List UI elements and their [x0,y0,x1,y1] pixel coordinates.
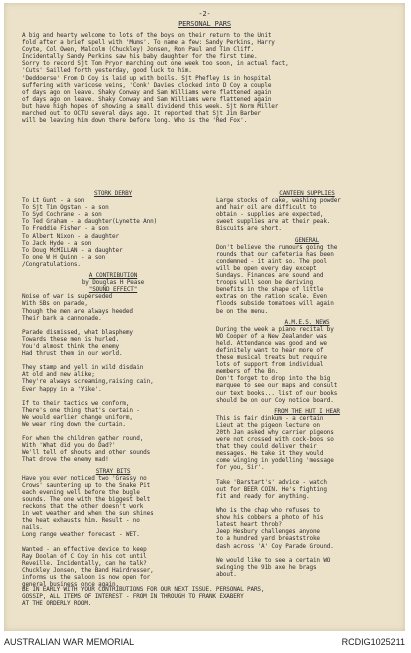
text-line: 'Cuts' Sailled forth yesterday, good luck to him. [22,67,192,75]
ames-heading: A.M.E.S. NEWS [284,318,330,326]
right-column [216,190,398,578]
text-line [216,500,398,507]
text-line [22,322,204,329]
poem-text [22,293,204,463]
text-line: about. [216,570,237,578]
text-line: floods subside tomatoes will again [216,300,334,308]
text-line: show his cobbers a photo of his [216,514,324,522]
text-line: Wanted - an effective device to keep [22,545,147,553]
text-line: To Lt Gunt - a son [22,197,85,205]
stork-derby-list [22,197,204,268]
text-line: We wear ring down the curtain. [22,421,126,428]
page-number: -2- [198,10,211,18]
text-line: fold after a brief spell with 'Mums'. To name a few: Sandy Perkins, Harry [22,39,275,47]
contribution-heading: A CONTRIBUTION [88,272,138,280]
text-line: Coyte, Col Owen, Malcolm (Chuckley) Jonsen, Ron Paul and Tim Cliff. [22,46,254,54]
text-line: Jeep Hesbury challenges anyone [216,528,320,536]
text-line: With SBs on parade, [22,300,88,308]
text-line: be on the menu. [216,307,268,315]
text-line: nails. [22,524,43,532]
text-line: Chuckley Jonsen, the Band Hairdresser, [22,566,154,574]
text-line: Noise of war is superseded [22,293,113,301]
text-line: To Jack Hyde - a son [22,239,92,247]
hut-heading: FROM THE HUT I HEAR [274,407,340,415]
text-line: Though the men are always heeded [22,307,133,315]
text-line: They stamp and yell in wild disdain [22,364,144,372]
text-line: obtain - supplies are expected, [216,211,324,219]
text-line: To Ted Graham - a daughter(Lynette Ann) [22,218,158,226]
text-line: Large stocks of cake, washing powder [216,197,341,205]
text-line: latest heart throb? [216,521,282,529]
text-line: that they could deliver their [216,443,317,451]
text-line: To one W H Quinn - a son [22,253,106,261]
text-line: in wet weather and when the sun shines [22,510,154,518]
text-line: With 'What did you do Dad?' [22,442,116,450]
text-line: and hair oil are difficult to [216,204,317,212]
text-line: come winging in yodelling 'message [216,457,334,465]
text-line: Incidentally Sandy Perkins saw his baby daughter for the first time. [22,53,258,61]
contributions-notice [22,586,394,607]
text-line: A big and hearty welcome to lots of the boys on their return to the Unit [22,32,272,39]
text-line: informs us the saloon is now open for [22,573,151,581]
general-text [216,244,398,315]
text-line [22,428,204,435]
text-line: This is fair dinkum - a certain [216,414,324,422]
text-line [22,393,204,400]
text-line: WO Cooper of a New Zealander was [216,332,327,340]
text-line: Don't believe the rumours going the [216,243,338,251]
text-line: of days ago on leave. Shaky Conway and Sam Williams were flattened again [22,95,272,103]
text-line: At old and new alike; [22,371,95,379]
canteen-text [216,197,398,232]
text-line: Sundays. Finances are sound and [216,272,324,280]
stork-derby-heading: STORK DERBY [93,190,133,197]
text-line: dash across 'A' Coy Parade Ground. [216,542,334,550]
text-line: will be open every day except [216,264,317,272]
poem-title: "SOUND EFFECT" [88,286,138,294]
text-line: For when the children gather round, [22,435,144,443]
text-line: definitely want to hear more of [216,346,324,354]
text-line: Parade dismissed, what blasphemy [22,328,133,336]
general-heading: GENERAL [294,236,320,244]
hut-text [216,415,398,578]
text-line: Don't forget to drop into the big [216,375,331,383]
text-line: Ray Doolan of C Coy in his cot until [22,552,147,560]
text-line: Had thrust them in our world. [22,350,123,358]
archive-name: AUSTRALIAN WAR MEMORIAL [4,637,135,647]
text-line: out for BEER COIN. He's fighting [216,485,327,493]
text-line: They're always screaming,raising cain, [22,378,154,386]
text-line: Have you ever noticed two 'Grassy no [22,474,147,482]
text-line: troops will soon be deriving [216,279,313,287]
archive-reference: RCDIG1025211 [341,637,405,647]
text-line: swinging the 91b axe he brags [216,563,317,571]
text-line: Biscuits are short. [216,225,282,233]
text-line: BE IN EARLY WITH YOUR CONTRIBUTIONS FOR OUR NEXT ISSUE. PERSONAL PARS, [22,586,265,593]
text-line: To Freddie Fisher - a son [22,225,109,233]
text-line: If to their tactics we conform, [22,399,130,407]
text-line: Sorry to record Sjt Tom Pryor marching out one week too soon, in actual fact, [22,60,289,68]
text-line: of days ago on leave. Shaky Conway and Sam Williams were flattened again [22,88,272,96]
document-page [4,3,405,631]
intro-paragraph [22,32,392,124]
canteen-heading: CANTEEN SUPPLIES [279,190,335,197]
text-line: to a hundred yard breaststroke [216,535,320,543]
text-line: During the week a piano recital by [216,325,334,333]
text-line: for you, Sir'. [216,464,265,472]
text-line: Their bark a cannonade. [22,314,102,322]
text-line: There's one thing that's certain - [22,406,140,414]
text-line [216,472,398,479]
text-line: To Albert Nixon - a daughter [22,232,119,240]
text-line: marquee to see our maps and consult [216,382,338,390]
text-line: Take 'Barstart's' advice - watch [216,478,327,486]
text-line: benefits in the shape of little [216,286,324,294]
text-line: Reveille. Incidentally, can he talk? [22,559,147,567]
text-line: were not crossed with cock-boos so [216,436,334,444]
text-line: To Syd Cochrane - a son [22,211,102,219]
text-line: We'll tell of shouts and other sounds [22,449,151,457]
left-column [22,190,204,588]
text-line: To Doug McMILLAN - a daughter [22,246,123,254]
text-line: fit and ready for anything. [216,492,310,500]
text-line: these musical treats but require [216,354,327,362]
text-line: We would like to see a certain WO [216,556,331,564]
text-line: We would earlier change uniform, [22,413,133,421]
page-heading: PERSONAL PARS [178,20,231,28]
text-line: sweet supplies are at their peak. [216,218,331,226]
text-line: lots of support from individual [216,361,324,369]
text-line: Towards these men is hurled. [22,335,119,343]
text-line: general business once again. [22,581,119,589]
text-line: extras on the ration scale. Even [216,293,327,301]
text-line: Lieut at the pigeon lecture on [216,421,320,429]
text-line: each evening well before the bugle [22,488,140,496]
text-line: 'Deddoerse' From D Coy is laid up with boils. Sjt Phefley is in hospital [22,74,272,82]
text-line: That drove the enemy mad! [22,456,109,464]
text-line: rounds that our cafeteria has been [216,250,334,258]
text-line: /Congratulations. [22,260,81,268]
contribution-author: by Douglas H Pease [81,279,145,287]
text-line: but have high hopes of showing a small dividend this week. Sjt Norm Miller [22,102,279,110]
ames-text [216,326,398,404]
text-line: Crows' sauntering up to the Snake Pit [22,481,151,489]
text-line: messages. He take it they would [216,450,324,458]
text-line: our text books... list of our books [216,389,338,397]
text-line [216,550,398,557]
text-line: will be leaving him down there before long. Who is the 'Red Fox'. [22,117,248,125]
text-line: 20th Jan asked why carrier pigeons [216,429,334,436]
text-line: GOSSIP, ALL ITEMS OF INTEREST - FROM IN THROUGH TO FRANK EXABERY [22,593,244,601]
text-line: Long range weather forecast - WET. [22,531,140,539]
text-line: reckons that the other doesn't work [22,503,144,511]
text-line: You'd almost think the enemy [22,342,119,350]
text-line: Who is the chap who refuses to [216,507,320,515]
text-line: AT THE ORDERLY ROOM. [22,600,92,608]
text-line: should be on our Coy notice board. [216,396,334,404]
text-line [22,357,204,364]
stray-bits-heading: STRAY BITS [95,467,131,475]
stray-bits-text [22,475,204,589]
text-line: To Sjt Tim Ogstan - a son [22,204,109,212]
text-line: Ever happy in a 'Yike'. [22,385,102,393]
text-line: condemned - it aint so. The pool [216,257,327,265]
text-line: the heat exhausts him. Result - no [22,517,140,525]
text-line: members of the Bn. [216,368,279,376]
text-line [22,539,204,546]
text-line: suffering with varicose veins, 'Conk' Davies clocked into D Coy a couple [22,81,272,89]
archive-footer [0,633,411,653]
text-line: held. Attendance was good and we [216,339,327,347]
text-line: sounds. The one with the biggest belt [22,495,151,503]
text-line: marched out to OCTU several days ago. It reported that Sjt Jim Barber [22,110,261,118]
